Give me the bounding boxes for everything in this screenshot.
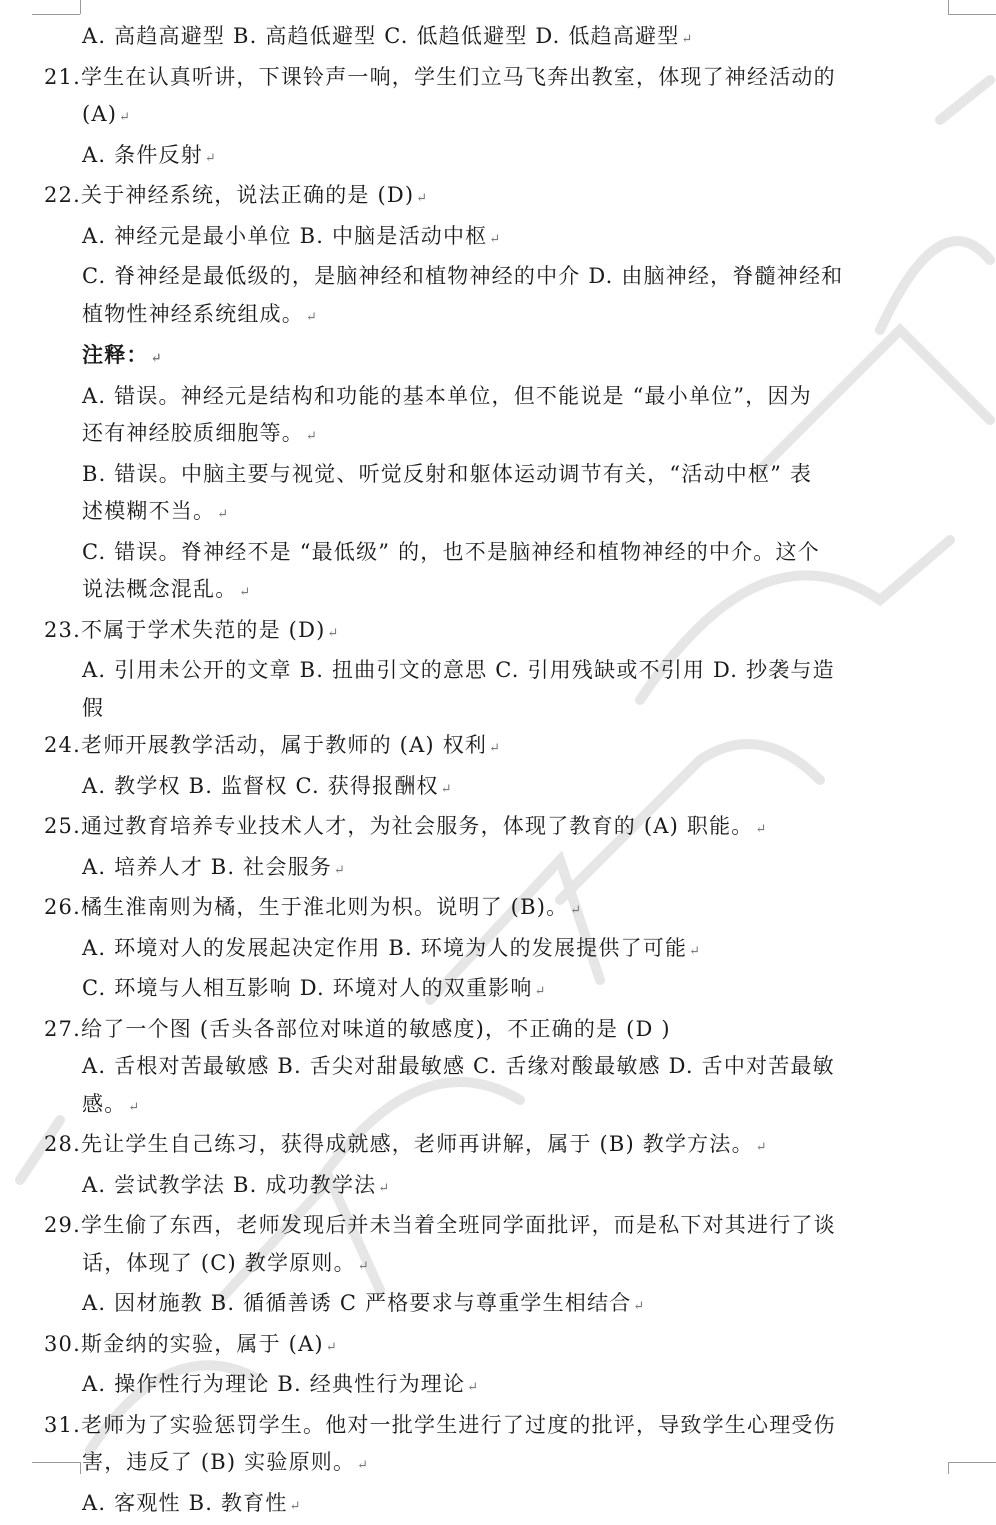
- paragraph-mark-icon: ↵: [416, 191, 428, 206]
- paragraph-mark-icon: ↵: [217, 507, 229, 522]
- question-21-answer: (A) ↵: [40, 96, 950, 137]
- paragraph-mark-icon: ↵: [306, 429, 318, 444]
- paragraph-mark-icon: ↵: [326, 1340, 338, 1355]
- note-heading: 注释： ↵: [40, 336, 950, 378]
- paragraph-mark-icon: ↵: [306, 310, 318, 325]
- option-line: A. 教学权 B. 监督权 C. 获得报酬权 ↵: [40, 768, 950, 809]
- question-21: 21.学生在认真听讲，下课铃声一响，学生们立马飞奔出教室，体现了神经活动的: [40, 59, 950, 97]
- paragraph-mark-icon: ↵: [290, 1499, 302, 1514]
- note-line: 还有神经胶质细胞等。 ↵: [40, 415, 950, 456]
- question-28: 28.先让学生自己练习，获得成就感，老师再讲解，属于 (B) 教学方法。 ↵: [40, 1126, 950, 1167]
- option-line: A. 高趋高避型 B. 高趋低避型 C. 低趋低避型 D. 低趋高避型 ↵: [40, 18, 950, 59]
- question-30: 30.斯金纳的实验，属于 (A) ↵: [40, 1326, 950, 1367]
- crop-mark-top-right-v: [948, 0, 949, 14]
- option-line: C. 脊神经是最低级的，是脑神经和植物神经的中介 D. 由脑神经，脊髓神经和: [40, 258, 950, 296]
- paragraph-mark-icon: ↵: [489, 741, 501, 756]
- paragraph-mark-icon: ↵: [441, 782, 453, 797]
- paragraph-mark-icon: ↵: [633, 1299, 645, 1314]
- option-line: A. 因材施教 B. 循循善诱 C 严格要求与尊重学生相结合 ↵: [40, 1285, 950, 1326]
- paragraph-mark-icon: ↵: [756, 1140, 768, 1155]
- paragraph-mark-icon: ↵: [358, 1259, 370, 1274]
- option-line: A. 培养人才 B. 社会服务 ↵: [40, 849, 950, 890]
- note-line: 述模糊不当。 ↵: [40, 493, 950, 534]
- paragraph-mark-icon: ↵: [119, 110, 131, 125]
- option-line: C. 环境与人相互影响 D. 环境对人的双重影响 ↵: [40, 970, 950, 1011]
- paragraph-mark-icon: ↵: [489, 232, 501, 247]
- option-line: A. 尝试教学法 B. 成功教学法 ↵: [40, 1167, 950, 1208]
- question-25: 25.通过教育培养专业技术人才，为社会服务，体现了教育的 (A) 职能。 ↵: [40, 808, 950, 849]
- paragraph-mark-icon: ↵: [467, 1380, 479, 1395]
- option-line: 植物性神经系统组成。 ↵: [40, 296, 950, 337]
- paragraph-mark-icon: ↵: [378, 1181, 390, 1196]
- question-22: 22.关于神经系统，说法正确的是 (D) ↵: [40, 177, 950, 218]
- paragraph-mark-icon: ↵: [128, 1100, 140, 1115]
- option-line: A. 引用未公开的文章 B. 扭曲引文的意思 C. 引用残缺或不引用 D. 抄袭与造: [40, 652, 950, 690]
- note-line: A. 错误。神经元是结构和功能的基本单位，但不能说是 “最小单位”，因为: [40, 378, 950, 416]
- question-26: 26.橘生淮南则为橘，生于淮北则为枳。说明了 (B)。 ↵: [40, 889, 950, 930]
- document-page: [40, 18, 950, 1525]
- paragraph-mark-icon: ↵: [681, 32, 693, 47]
- paragraph-mark-icon: ↵: [689, 944, 701, 959]
- question-29-continued: 话，体现了 (C) 教学原则。 ↵: [40, 1245, 950, 1286]
- paragraph-mark-icon: ↵: [334, 863, 346, 878]
- option-line: 感。 ↵: [40, 1086, 950, 1127]
- crop-mark-top-left-v: [80, 0, 81, 14]
- option-line: A. 客观性 B. 教育性 ↵: [40, 1485, 950, 1525]
- option-line: A. 环境对人的发展起决定作用 B. 环境为人的发展提供了可能 ↵: [40, 930, 950, 971]
- option-line: 假: [40, 690, 950, 728]
- crop-mark-top-right-h: [948, 14, 996, 15]
- note-line: C. 错误。脊神经不是 “最低级” 的，也不是脑神经和植物神经的中介。这个: [40, 534, 950, 572]
- option-line: A. 条件反射 ↵: [40, 137, 950, 178]
- question-31-continued: 害，违反了 (B) 实验原则。 ↵: [40, 1444, 950, 1485]
- paragraph-mark-icon: ↵: [239, 585, 251, 600]
- question-27: 27.给了一个图 (舌头各部位对味道的敏感度)，不正确的是 (D ): [40, 1011, 950, 1049]
- crop-mark-top-left-h: [32, 14, 80, 15]
- option-line: A. 舌根对苦最敏感 B. 舌尖对甜最敏感 C. 舌缘对酸最敏感 D. 舌中对苦最敏: [40, 1048, 950, 1086]
- question-24: 24.老师开展教学活动，属于教师的 (A) 权利 ↵: [40, 727, 950, 768]
- question-29: 29.学生偷了东西，老师发现后并未当着全班同学面批评，而是私下对其进行了谈: [40, 1207, 950, 1245]
- paragraph-mark-icon: ↵: [535, 984, 547, 999]
- option-line: A. 操作性行为理论 B. 经典性行为理论 ↵: [40, 1366, 950, 1407]
- option-line: A. 神经元是最小单位 B. 中脑是活动中枢 ↵: [40, 218, 950, 259]
- paragraph-mark-icon: ↵: [205, 151, 217, 166]
- paragraph-mark-icon: ↵: [328, 626, 340, 641]
- crop-mark-bottom-right-h: [948, 1462, 996, 1463]
- paragraph-mark-icon: ↵: [357, 1458, 369, 1473]
- note-line: B. 错误。中脑主要与视觉、听觉反射和躯体运动调节有关，“活动中枢” 表: [40, 456, 950, 494]
- question-31: 31.老师为了实验惩罚学生。他对一批学生进行了过度的批评，导致学生心理受伤: [40, 1407, 950, 1445]
- note-line: 说法概念混乱。 ↵: [40, 571, 950, 612]
- paragraph-mark-icon: ↵: [151, 351, 163, 366]
- paragraph-mark-icon: ↵: [570, 903, 582, 918]
- question-23: 23.不属于学术失范的是 (D) ↵: [40, 612, 950, 653]
- paragraph-mark-icon: ↵: [756, 822, 768, 837]
